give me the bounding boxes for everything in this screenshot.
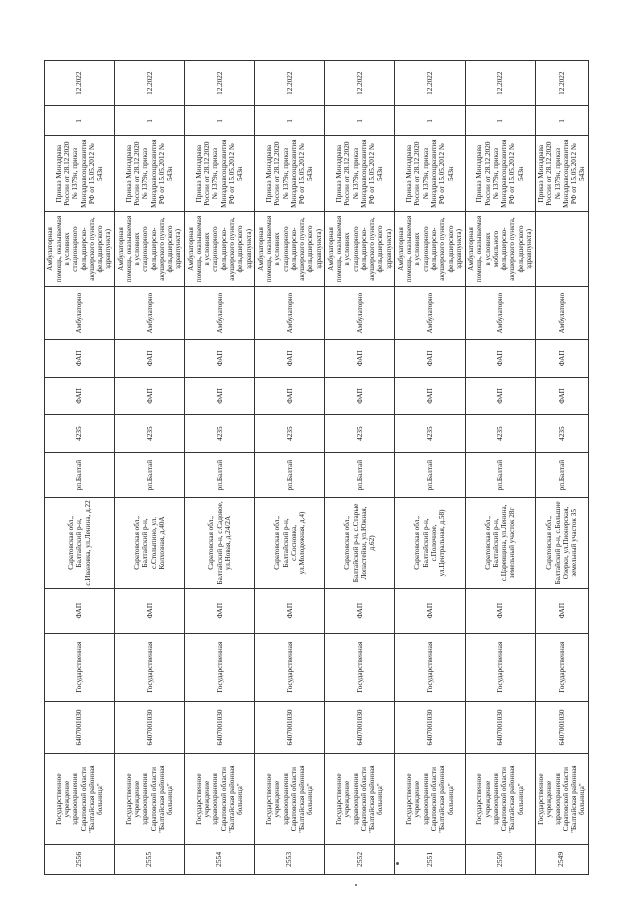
cell-org: Государственное учреждение здравоохранения Саратовской области "Балтайская районная больница" [395,754,465,844]
cell-type: ФАП [535,588,588,633]
cell-number: 2550 [465,844,535,874]
cell-order: Приказ Минздрава России от 28.12.2020 № 1379н, приказ Минздравсоцразвития РФ от 15.05.2012 № 543н [535,136,588,211]
cell-type3: ФАП [45,339,115,377]
cell-code: 4235 [535,415,588,453]
cell-type3: ФАП [325,339,395,377]
cell-type3: ФАП [255,339,325,377]
cell-number: 2553 [255,844,325,874]
cell-care: Амбулаторно [185,287,255,340]
cell-address: Саратовская обл., Балтайский р-н, с.Садовое, ул.Новая, д.24/2А [185,498,255,588]
cell-activity: Амбулаторная помощь, оказываемая в условиях стационарного фельдшерско-акушерского пункта, фельдшерского здравпункта) [395,211,465,286]
cell-order: Приказ Минздрава России от 28.12.2020 № 1379н, приказ Минздравсоцразвития РФ от 15.05.2012 № 543н [255,136,325,211]
cell-address: Саратовская обл., Балтайский р-н, с.Полочное, ул.Центральная, д.58) [395,498,465,588]
cell-org: Государственное учреждение здравоохранения Саратовской области "Балтайская районная больница" [465,754,535,844]
rotated-table-wrapper [44,60,589,875]
cell-org: Государственное учреждение здравоохранения Саратовской области "Балтайская районная больница" [45,754,115,844]
cell-count: 1 [535,106,588,136]
cell-order: Приказ Минздрава России от 28.12.2020 № 1379н, приказ Минздравсоцразвития РФ от 15.05.2012 № 543н [325,136,395,211]
cell-code: 4235 [325,415,395,453]
cell-type2: ФАП [465,377,535,415]
cell-district: рп.Балтай [255,452,325,497]
cell-care: Амбулаторно [255,287,325,340]
cell-number: 2549 [535,844,588,874]
cell-address: Саратовская обл., Балтайский р-н, с.Ивановка, ул.Ленина, д.22 [45,498,115,588]
cell-count: 1 [465,106,535,136]
cell-district: рп.Балтай [395,452,465,497]
cell-type2: ФАП [325,377,395,415]
cell-order: Приказ Минздрава России от 28.12.2020 № 1379н, приказ Минздравсоцразвития РФ от 15.05.2012 № 543н [45,136,115,211]
cell-date: 12.2022 [185,61,255,106]
cell-number: 2552 [325,844,395,874]
cell-number: 2555 [115,844,185,874]
cell-care: Амбулаторно [465,287,535,340]
cell-code: 4235 [255,415,325,453]
cell-type3: ФАП [185,339,255,377]
table-row [325,61,395,875]
cell-care: Амбулаторно [45,287,115,340]
cell-date: 12.2022 [465,61,535,106]
cell-type2: ФАП [115,377,185,415]
cell-ownership: Государственная [325,633,395,701]
cell-ownership: Государственная [255,633,325,701]
table-row [255,61,325,875]
cell-care: Амбулаторно [535,287,588,340]
cell-type: ФАП [325,588,395,633]
cell-type3: ФАП [535,339,588,377]
cell-district: рп.Балтай [535,452,588,497]
cell-inn: 6407001030 [185,701,255,754]
cell-org: Государственное учреждение здравоохранения Саратовской области "Балтайская районная больница" [535,754,588,844]
table-row [535,61,588,875]
cell-care: Амбулаторно [395,287,465,340]
table-row [395,61,465,875]
cell-number: 2551 [395,844,465,874]
cell-order: Приказ Минздрава России от 28.12.2020 № 1379н, приказ Минздравсоцразвития РФ от 15.05.2012 № 543н [185,136,255,211]
table-row [115,61,185,875]
cell-count: 1 [325,106,395,136]
cell-count: 1 [255,106,325,136]
registry-table [44,60,589,875]
cell-care: Амбулаторно [325,287,395,340]
cell-inn: 6407001030 [395,701,465,754]
cell-code: 4235 [115,415,185,453]
scan-speck [396,862,399,865]
cell-ownership: Государственная [115,633,185,701]
cell-number: 2556 [45,844,115,874]
cell-type3: ФАП [465,339,535,377]
cell-code: 4235 [395,415,465,453]
cell-code: 4235 [185,415,255,453]
cell-type2: ФАП [45,377,115,415]
cell-activity: Амбулаторная помощь, оказываемая в условиях стационарного фельдшерско-акушерского пункта, фельдшерского здравпункта) [255,211,325,286]
cell-type2: ФАП [185,377,255,415]
cell-district: рп.Балтай [185,452,255,497]
cell-activity: Амбулаторная помощь, оказываемая в условиях мобильного фельдшерско-акушерского пункта, фельдшерского здравпункта) [465,211,535,286]
cell-org: Государственное учреждение здравоохранения Саратовской области "Балтайская районная больница" [115,754,185,844]
cell-inn: 6407001030 [535,701,588,754]
cell-inn: 6407001030 [325,701,395,754]
cell-inn: 6407001030 [255,701,325,754]
cell-address: Саратовская обл., Балтайский р-н, с.Царевщина, ул.Ленина, земельный участок 28г [465,498,535,588]
cell-activity: Амбулаторная помощь, оказываемая в условиях стационарного фельдшерско-акушерского пункта, фельдшерского здравпункта) [45,211,115,286]
cell-type: ФАП [465,588,535,633]
cell-count: 1 [115,106,185,136]
cell-care: Амбулаторно [115,287,185,340]
cell-org: Государственное учреждение здравоохранения Саратовской области "Балтайская районная больница" [185,754,255,844]
cell-org: Государственное учреждение здравоохранения Саратовской области "Балтайская районная больница" [325,754,395,844]
cell-type2: ФАП [255,377,325,415]
cell-address: Саратовская обл., Балтайский р-н, с.Старые Лопастейки, ул.Южная, д.62) [325,498,395,588]
cell-date: 12.2022 [325,61,395,106]
cell-type: ФАП [185,588,255,633]
cell-date: 12.2022 [535,61,588,106]
cell-ownership: Государственная [465,633,535,701]
cell-address: Саратовская обл., Балтайский р-н, с.Столыпино, ул. Колхозная, д.40А [115,498,185,588]
cell-date: 12.2022 [255,61,325,106]
cell-type: ФАП [45,588,115,633]
cell-district: рп.Балтай [115,452,185,497]
table-row [465,61,535,875]
cell-type3: ФАП [395,339,465,377]
cell-district: рп.Балтай [325,452,395,497]
cell-order: Приказ Минздрава России от 28.12.2020 № 1379н, приказ Минздравсоцразвития РФ от 15.05.2012 № 543н [115,136,185,211]
cell-order: Приказ Минздрава России от 28.12.2020 № 1379н, приказ Минздравсоцразвития РФ от 15.05.2012 № 543н [395,136,465,211]
cell-activity: Амбулаторная помощь, оказываемая в условиях стационарного фельдшерско-акушерского пункта, фельдшерского здравпункта) [325,211,395,286]
cell-order: Приказ Минздрава России от 28.12.2020 № 1379н, приказ Минздравсоцразвития РФ от 15.05.2012 № 543н [465,136,535,211]
cell-inn: 6407001030 [465,701,535,754]
cell-count: 1 [45,106,115,136]
cell-activity [535,211,588,286]
cell-district: рп.Балтай [465,452,535,497]
cell-inn: 6407001030 [115,701,185,754]
cell-number: 2554 [185,844,255,874]
table-row [185,61,255,875]
cell-date: 12.2022 [115,61,185,106]
cell-org: Государственное учреждение здравоохранения Саратовской области "Балтайская районная больница" [255,754,325,844]
cell-ownership: Государственная [45,633,115,701]
cell-date: 12.2022 [395,61,465,106]
cell-ownership: Государственная [395,633,465,701]
cell-count: 1 [395,106,465,136]
cell-address: Саратовская обл., Балтайский р-н, с.Большие Озерки, ул.Пионерская, земельный участок 35 [535,498,588,588]
cell-ownership: Государственная [535,633,588,701]
cell-activity: Амбулаторная помощь, оказываемая в условиях стационарного фельдшерско-акушерского пункта, фельдшерского здравпункта) [185,211,255,286]
cell-count: 1 [185,106,255,136]
scan-speck [355,884,357,886]
cell-inn: 6407001030 [45,701,115,754]
cell-type2: ФАП [395,377,465,415]
cell-district: рп.Балтай [45,452,115,497]
cell-type3: ФАП [115,339,185,377]
cell-activity: Амбулаторная помощь, оказываемая в условиях стационарного фельдшерско-акушерского пункта, фельдшерского здравпункта) [115,211,185,286]
cell-code: 4235 [45,415,115,453]
cell-date: 12.2022 [45,61,115,106]
cell-type: ФАП [255,588,325,633]
cell-code: 4235 [465,415,535,453]
cell-type: ФАП [115,588,185,633]
cell-ownership: Государственная [185,633,255,701]
cell-type2: ФАП [535,377,588,415]
cell-type: ФАП [395,588,465,633]
cell-address: Саратовская обл., Балтайский р-н, с.Сосновка, ул.Молодежная, д.4) [255,498,325,588]
table-row [45,61,115,875]
